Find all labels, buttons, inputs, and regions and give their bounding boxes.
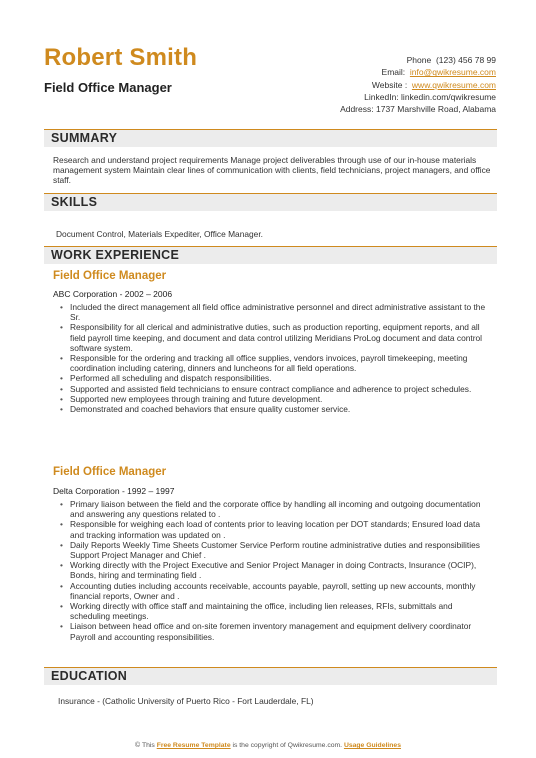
list-item: • Responsibility for all clerical and administrative duties, such as production reporting, equipment reports, and all field payroll time keeping, and document and data control utilizing Meridians ProLog document and data control software system. <box>60 322 490 353</box>
contact-linkedin <box>340 91 496 103</box>
usage-guidelines-link[interactable]: Usage Guidelines <box>343 742 401 749</box>
list-item: • Liaison between head office and on-site foremen inventory management and equipment delivery coordinator Payroll and accounting responsibilities. <box>60 621 490 641</box>
address-value: 1737 Marshville Road, Alabama <box>375 104 496 115</box>
candidate-name: Robert Smith <box>44 44 198 71</box>
work-heading: WORK EXPERIENCE <box>51 248 180 262</box>
list-item: • Supported new employees through training and future development. <box>60 394 490 404</box>
list-item: • Working directly with office staff and maintaining the office, including lien releases, RFIs, submittals and scheduling meetings. <box>60 601 490 621</box>
education-section-header <box>44 667 497 685</box>
list-item: • Responsible for the ordering and tracking all office supplies, vendors invoices, payroll timekeeping, meeting coordination including catering, dinners and luncheons for all field operations. <box>60 353 490 373</box>
skills-heading: SKILLS <box>51 195 98 209</box>
job-bullets <box>60 302 490 414</box>
free-resume-template-link[interactable]: Free Resume Template <box>156 742 231 749</box>
list-item: • Working directly with the Project Executive and Senior Project Manager in doing Contracts, Insurance (OCIP), Bonds, hiring and terminating field . <box>60 560 490 580</box>
copyright-symbol: © <box>135 742 141 749</box>
contact-website <box>340 79 496 91</box>
list-item: • Demonstrated and coached behaviors that ensure quality customer service. <box>60 404 490 414</box>
summary-section-header <box>44 129 497 147</box>
list-item: • Daily Reports Weekly Time Sheets Customer Service Perform routine administrative duties and responsibilities Support Project Manager and Chief . <box>60 540 490 560</box>
address-label: Address: <box>340 104 374 115</box>
footer-text-mid: is the copyright of Qwikresume.com. <box>232 742 343 749</box>
work-section-header <box>44 246 497 264</box>
education-heading: EDUCATION <box>51 669 128 683</box>
list-item: • Accounting duties including accounts receivable, accounts payable, payroll, setting up new accounts, monthly financial reports, Owner and . <box>60 581 490 601</box>
contact-email <box>340 66 496 78</box>
list-item: • Primary liaison between the field and the corporate office by handling all incoming and outgoing documentation and answering any questions related to . <box>60 499 490 519</box>
linkedin-label: LinkedIn: <box>364 91 399 102</box>
skills-section-header <box>44 193 497 211</box>
candidate-title: Field Office Manager <box>44 80 172 95</box>
phone-value: (123) 456 78 99 <box>435 55 496 65</box>
job-company: Delta Corporation - 1992 – 1997 <box>53 486 175 496</box>
summary-heading: SUMMARY <box>51 131 118 145</box>
footer-text-pre: This <box>141 742 155 749</box>
footer <box>0 742 536 749</box>
job-bullets <box>60 499 490 642</box>
website-label: Website : <box>371 79 408 90</box>
contact-block <box>340 54 496 115</box>
job-company: ABC Corporation - 2002 – 2006 <box>53 289 173 299</box>
list-item: • Responsible for weighing each load of contents prior to leaving location per DOT standards; Ensured load data and tracking information was updated on . <box>60 519 490 539</box>
education-text: Insurance - (Catholic University of Puerto Rico - Fort Lauderdale, FL) <box>58 696 314 706</box>
skills-text: Document Control, Materials Expediter, Office Manager. <box>56 229 263 239</box>
list-item: • Supported and assisted field technicians to ensure contract compliance and adherence to project schedules. <box>60 384 490 394</box>
list-item: • Included the direct management all field office administrative personnel and direct administrative assistant to the Sr. <box>60 302 490 322</box>
email-label: Email: <box>381 67 406 78</box>
list-item: • Performed all scheduling and dispatch responsibilities. <box>60 373 490 383</box>
job-role: Field Office Manager <box>53 466 167 478</box>
contact-phone <box>340 54 496 66</box>
summary-text: Research and understand project requirements Manage project deliverables through use of our in-house materials management system Maintain clear lines of communication with clients, field technicians, project managers, and office staff. <box>53 155 491 186</box>
website-link[interactable]: www.qwikresume.com <box>411 79 496 90</box>
job-role: Field Office Manager <box>53 270 167 282</box>
linkedin-link[interactable]: linkedin.com/qwikresume <box>401 91 496 102</box>
phone-label: Phone <box>406 55 432 65</box>
contact-address <box>340 103 496 115</box>
email-link[interactable]: info@qwikresume.com <box>409 67 496 78</box>
